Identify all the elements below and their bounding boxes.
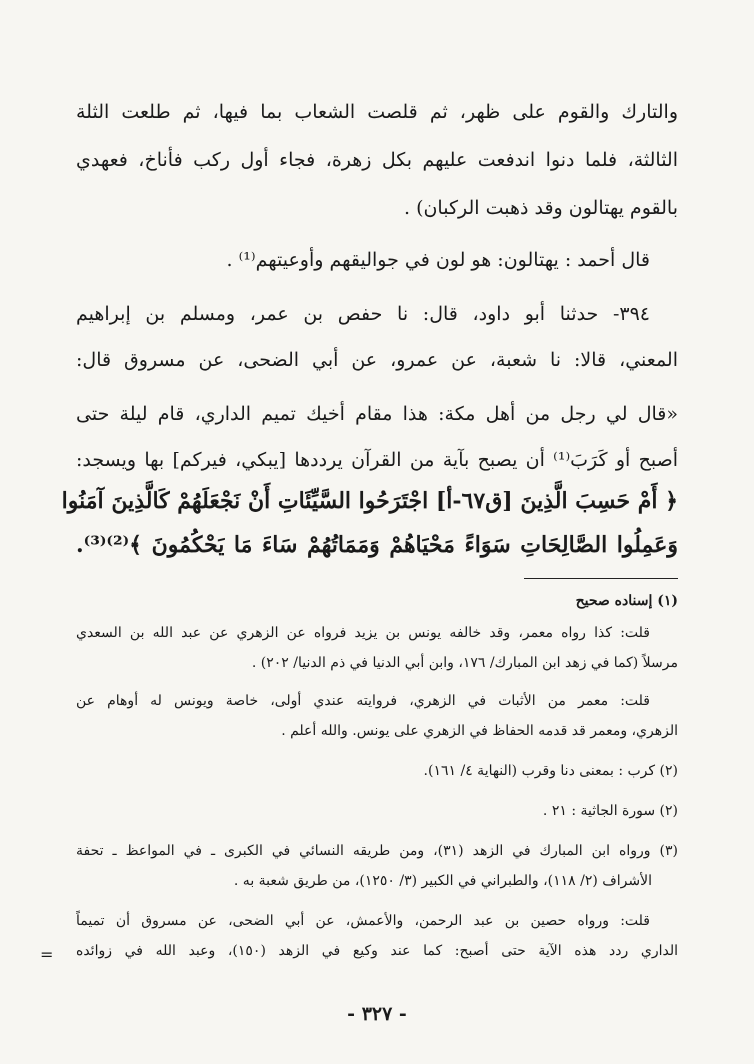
footnote-1-para2-line2: الزهري، ومعمر قد قدمه الحفاظ في الزهري على يونس. والله أعلم . [281, 723, 678, 739]
narration-line-3: بالقوم يهتالون وقد ذهبت الركبان) . [403, 197, 678, 219]
ahmad-note: قال أحمد : يهتالون: هو لون في جواليقهم وأوعيتهم⁽¹⁾ . [226, 249, 650, 271]
footnote-1-para1-line1: قلت: كذا رواه معمر، وقد خالفه يونس بن يزيد فرواه عن الزهري عن عبد الله بن السعدي [76, 625, 650, 641]
footnote-2a: (٢) كرب : بمعنى دنا وقرب (النهاية ٤/ ١٦١). [423, 763, 678, 779]
footnote-1-para1-line2: مرسلاً (كما في زهد ابن المبارك/ ١٧٦، وابن أبي الدنيا في ذم الدنيا/ ٢٠٢) . [251, 655, 678, 671]
footnote-3-para1-line2: الأشراف (٢/ ١١٨)، والطبراني في الكبير (٣/ ١٢٥٠)، من طريق شعبة به . [233, 873, 652, 889]
footnote-3-para2-line2: الداري ردد هذه الآية حتى أصبح: كما عند وكيع في الزهد (١٥٠)، وعبد الله في زوائده [76, 943, 678, 959]
footnote-separator [524, 578, 678, 579]
footnote-3-para1-line1: (٣) ورواه ابن المبارك في الزهد (٣١)، ومن طريقه النسائي في الكبرى ـ في المواعظ ـ تحفة [76, 843, 678, 859]
continuation-mark: = [40, 945, 54, 964]
verse-line-1: ﴿ أَمْ حَسِبَ الَّذِينَ [ق٦٧-أ] اجْتَرَحُوا السَّيِّئَاتِ أَنْ نَجْعَلَهُمْ كَالَّذِينَ آمَنُوا [61, 488, 678, 514]
page-number: - ٣٢٧ - [347, 1003, 407, 1025]
quote-line-1: «قال لي رجل من أهل مكة: هذا مقام أخيك تميم الداري، قام ليلة حتى [76, 403, 678, 425]
footnote-1-heading: (١) إسناده صحيح [575, 593, 678, 609]
quote-line-2: أصبح أو كَرَبَ⁽¹⁾ أن يصبح بآية من القرآن يرددها [يبكي، فيركم] بها ويسجد: [76, 449, 678, 471]
narration-line-1: والتارك والقوم على ظهر، ثم قلصت الشعاب بما فيها، ثم طلعت الثلة [76, 101, 678, 123]
hadith-394-line-1: ٣٩٤- حدثنا أبو داود، قال: نا حفص بن عمر، ومسلم بن إبراهيم [76, 303, 650, 325]
narration-line-2: الثالثة، فلما دنوا اندفعت عليهم بكل زهرة، فجاء أول ركب فأناخ، فعهدي [76, 149, 678, 171]
footnote-3-para2-line1: قلت: ورواه حصين بن عبد الرحمن، والأعمش، عن أبي الضحى، عن مسروق أن تميماً [76, 913, 650, 929]
verse-line-2: وَعَمِلُوا الصَّالِحَاتِ سَوَاءً مَحْيَاهُمْ وَمَمَاتُهُمْ سَاءَ مَا يَحْكُمُونَ ﴾⁽²⁾⁽³⁾. [76, 532, 678, 558]
hadith-394-line-2: المعني، قالا: نا شعبة، عن عمرو، عن أبي الضحى، عن مسروق قال: [76, 349, 678, 371]
footnote-2b: (٢) سورة الجاثية : ٢١ . [542, 803, 678, 819]
footnote-1-para2-line1: قلت: معمر من الأثبات في الزهري، فروايته عندي أولى، خاصة ويونس له أوهام عن [76, 693, 650, 709]
